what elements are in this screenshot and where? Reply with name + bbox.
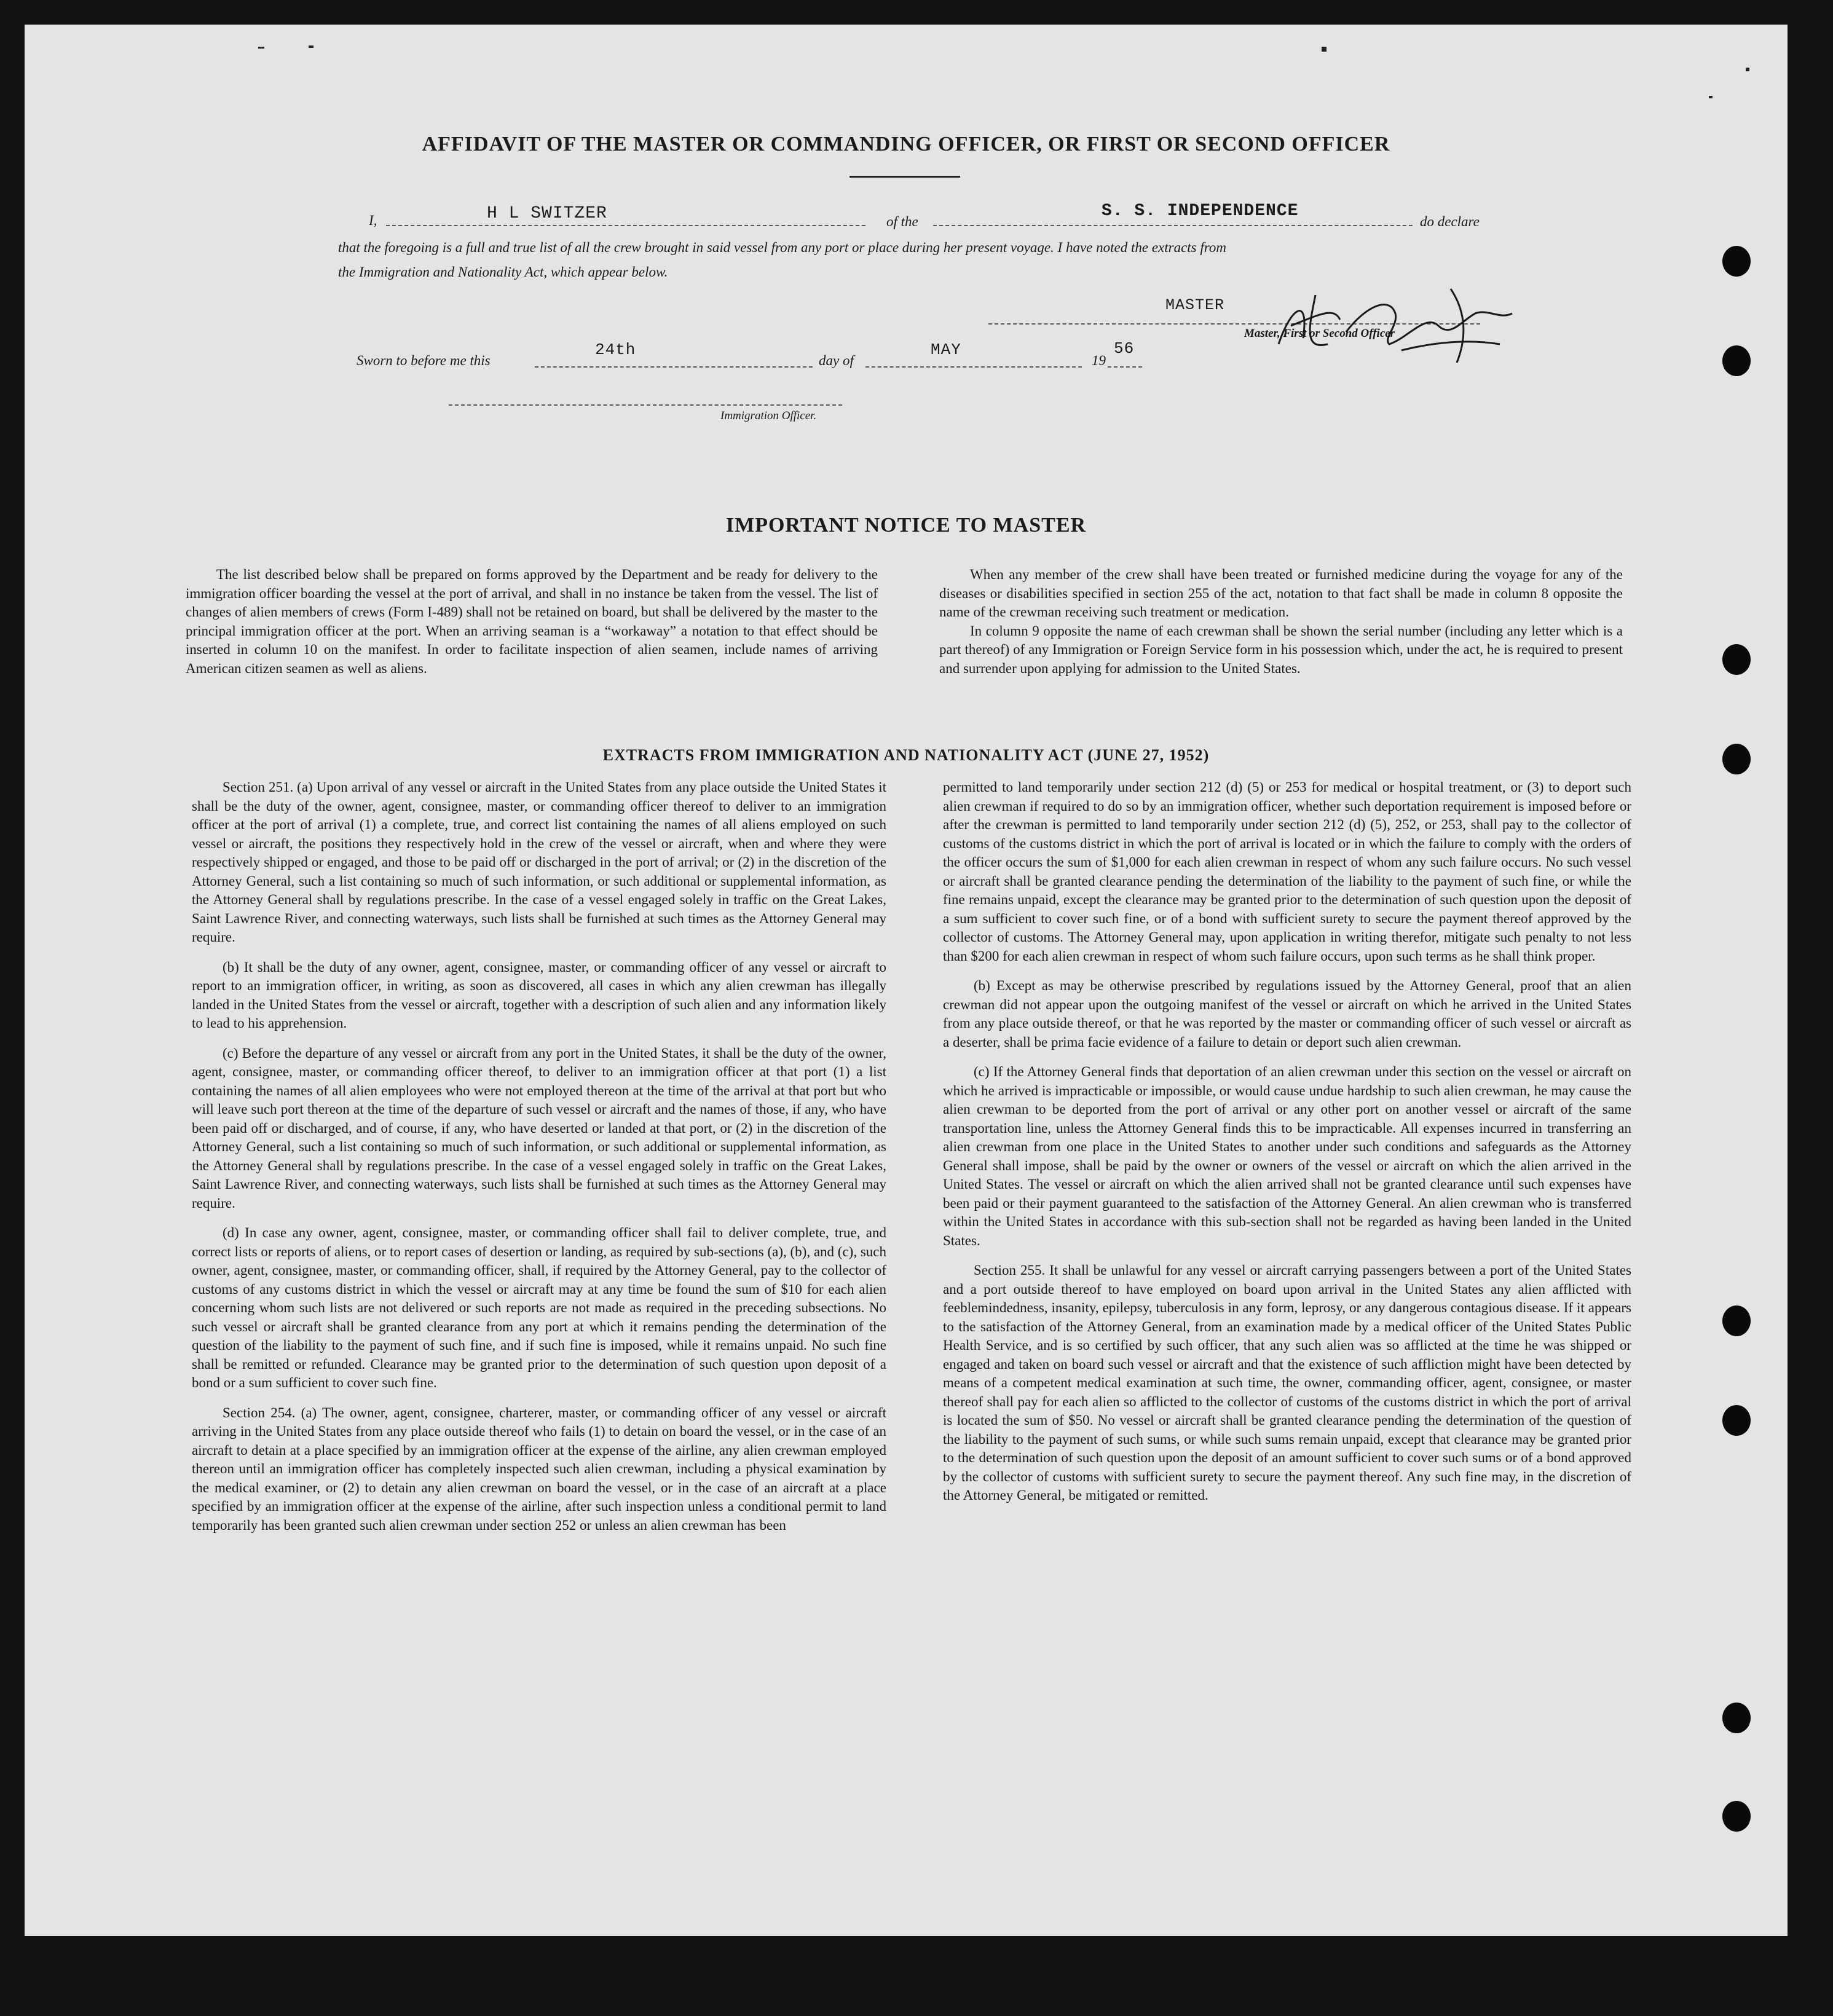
document-page: [25, 25, 1788, 1936]
notice-left-paragraph: The list described below shall be prepared on forms approved by the Department and be ready for delivery to the immigration officer boarding the vessel at the port of arrival, and shall in no instance be taken from the vessel. The list of changes of alien members of crews (Form I-489) shall not be retained on board, but shall be delivered by the master to the principal immigration officer at the port. When an arriving seaman is a “workaway” a notation to that effect should be inserted in column 10 on the manifest. In order to facilitate inspection of alien seamen, include names of arriving American citizen seamen as well as aliens.: [186, 567, 878, 676]
extracts-right-column: [943, 778, 1631, 1516]
scan-speck: [258, 47, 264, 49]
day-field: 24th: [595, 341, 636, 359]
signature-image: [1266, 270, 1537, 369]
notice-right-column: [939, 565, 1623, 689]
section-254-a-continued: permitted to land temporarily under section 212 (d) (5) or 253 for medical or hospital treatment, or (3) to deport such alien crewman if required to do so by an immigration officer, whether such deportation requirement is imposed before or after the crewman is permitted to land temporarily under section 212 (d) (5), 252, or 253, shall pay to the collector of customs of the customs district in which the port of arrival is located or in which the failure to comply with the orders of the officer occurs the sum of $1,000 for each alien crewman in respect of whom any such failure occurs. No such vessel or aircraft shall be granted clearance pending the determination of the liability to the payment of such fine, or while the fine remains unpaid, except the clearance may be granted prior to the determination of such question upon the deposit of a sum sufficient to cover such fine, or of a bond with sufficient surety to secure the payment thereof approved by the collector of customs. The Attorney General may, upon application in writing therefor, mitigate such penalty to not less than $200 for each alien crewman in respect of whom such failure occurs, upon such terms as he shall think proper.: [943, 779, 1631, 964]
immigration-officer-line: [449, 404, 842, 406]
sworn-label: Sworn to before me this: [357, 353, 491, 368]
notice-left-column: [186, 565, 878, 689]
punch-hole: [1722, 1703, 1751, 1733]
master-name-field: H L SWITZER: [487, 204, 607, 223]
section-251-d: (d) In case any owner, agent, consignee, master, or commanding officer shall fail to deliver complete, true, and correct lists or reports of aliens, or to report cases of desertion or landing, as required by sub-sections (a), (b), and (c), such owner, agent, consignee, master, or commanding officer, shall, if required by the Attorney General, pay to the collector of customs of any customs district in which the vessel or aircraft may at any time be found the sum of $10 for each alien concerning whom such lists are not delivered or such reports are not made as required in the preceding subsections. No such vessel or aircraft shall be granted clearance from any port at which it remains pending the determination of the question of the liability to the payment of such fine, and if such fine is imposed, while it remains unpaid. No such fine shall be remitted or refunded. Clearance may be granted prior to the determination of such question upon deposit of a bond or a sum sufficient to cover such fine.: [192, 1225, 886, 1390]
scan-speck: [1709, 96, 1713, 98]
affidavit-title: AFFIDAVIT OF THE MASTER OR COMMANDING OFFICER, OR FIRST OR SECOND OFFICER: [422, 133, 1390, 156]
scan-speck: [309, 45, 313, 48]
notice-right-paragraph-1: When any member of the crew shall have been treated or furnished medicine during the voyage for any of the diseases or disabilities specified in section 255 of the act, notation to that fact shall be made in column 8 opposite the name of the crewman receiving such treatment or medication.: [939, 567, 1623, 620]
punch-hole: [1722, 1305, 1751, 1336]
title-rule: [849, 176, 960, 178]
section-254-a: Section 254. (a) The owner, agent, consignee, charterer, master, or commanding officer of any vessel or aircraft arriving in the United States from any place outside thereof who fails (1) to detain on board the vessel, or in the case of an aircraft to detain at a place specified by an immigration officer at the expense of the airline, any alien crewman employed thereon until an immigration officer has completely inspected such alien crewman, including a physical examination by the medical examiner, or (2) to detain any alien crewman on board the vessel, or in the case of an aircraft at a place specified by an immigration officer at the expense of the airline, after such inspection unless a conditional permit to land temporarily has been granted such alien crewman under section 252 or unless an alien crewman has been: [192, 1404, 886, 1533]
name-line: [386, 225, 865, 226]
year-line: [1108, 366, 1142, 368]
section-255: Section 255. It shall be unlawful for any vessel or aircraft carrying passengers between a port of the United States and a port outside thereof to have employed on board upon arrival in the United States any alien afflicted with feeblemindedness, insanity, epilepsy, tuberculosis in any form, leprosy, or any dangerous contagious disease. If it appears to the satisfaction of the Attorney General, from an examination made by a medical officer of the United States Public Health Service, and is so certified by such officer, that any such alien was so afflicted at the time he was shipped or engaged and taken on board such vessel or aircraft and that the existence of such affliction might have been detected by means of a competent medical examination at such time, the owner, commanding officer, agent, consignee, or master thereof shall pay for each alien so afflicted to the collector of customs of the customs district in which the port of arrival is located the sum of $50. No vessel or aircraft shall be granted clearance pending the determination of the question of the liability to the payment of such sums, or while such sums remain unpaid, except that clearance may be granted prior to the determination of such question upon the deposit of an amount sufficient to cover such sums or of a bond approved by the collector of customs with sufficient surety to secure the payment thereof. Any such fine may, in the discretion of the Attorney General, be mitigated or remitted.: [943, 1262, 1631, 1503]
notice-right-paragraph-2: In column 9 opposite the name of each crewman shall be shown the serial number (including any letter which is a part thereof) of any Immigration or Foreign Service form in his possession which, under the act, he is required to present and surrender upon applying for admission to the United States.: [939, 623, 1623, 676]
punch-hole: [1722, 246, 1751, 277]
section-251-a: Section 251. (a) Upon arrival of any vessel or aircraft in the United States from any place outside the United States it shall be the duty of the owner, agent, consignee, master, or commanding officer thereof to deliver to an immigration officer at the port of arrival (1) a complete, true, and correct list containing the names of all aliens employed on such vessel or aircraft, the positions they respectively hold in the crew of the vessel or aircraft, when and where they were respectively shipped or engaged, and those to be paid off or discharged in the port of arrival; or (2) in the discretion of the Attorney General, such a list containing so much of such information, or such additional or supplemental information, as the Attorney General shall by regulations prescribe. In the case of a vessel engaged solely in traffic on the Great Lakes, Saint Lawrence River, and connecting waterways, such lists shall be furnished at such times as the Attorney General may require.: [192, 779, 886, 945]
section-254-b: (b) Except as may be otherwise prescribed by regulations issued by the Attorney General, proof that an alien crewman did not appear upon the outgoing manifest of the vessel or aircraft on which he arrived in the United States from any place outside thereof, or that he was reported by the master or commanding officer of such vessel or aircraft as a deserter, shall be prima facie evidence of a failure to detain or deport such alien crewman.: [943, 978, 1631, 1050]
month-line: [865, 366, 1082, 368]
i-label: I,: [369, 213, 377, 228]
year-field: 56: [1114, 339, 1135, 358]
rank-caption: Master, First or Second Officer: [1244, 327, 1395, 340]
day-of-label: day of: [819, 353, 854, 368]
month-field: MAY: [931, 341, 961, 359]
section-251-c: (c) Before the departure of any vessel or aircraft from any port in the United States, it shall be the duty of the owner, agent, consignee, master, or commanding officer thereof, to deliver to an immigration officer at that port (1) a list containing the names of all alien employees who were not employed thereon at the time of the arrival at that port but who will leave such port thereon at the time of the departure of such vessel or aircraft and the names of those, if any, who have been paid off or discharged, and of course, if any, who have deserted or landed at that port, or (2) in the discretion of the Attorney General, such a list containing so much of such information, or such additional or supplemental information, as the Attorney General shall by regulations prescribe. In the case of a vessel engaged solely in traffic on the Great Lakes, Saint Lawrence River, and connecting waterways, such lists shall be furnished at such times as the Attorney General may require.: [192, 1045, 886, 1211]
section-251-b: (b) It shall be the duty of any owner, agent, consignee, master, or commanding officer of any vessel or aircraft to report to an immigration officer, in writing, as soon as discovered, all cases in which any alien crewman has illegally landed in the United States from the vessel or aircraft, together with a description of such alien and any information likely to lead to his apprehension.: [192, 959, 886, 1031]
do-declare-label: do declare: [1420, 214, 1480, 229]
punch-hole: [1722, 1801, 1751, 1832]
scan-speck: [1746, 68, 1749, 71]
punch-hole: [1722, 644, 1751, 675]
statement-line-1: that the foregoing is a full and true list of all the crew brought in said vessel from any port or place during her present voyage. I have noted the extracts from: [338, 240, 1226, 255]
punch-hole: [1722, 345, 1751, 376]
scan-speck: [1322, 47, 1326, 52]
day-line: [535, 366, 813, 368]
notice-title: IMPORTANT NOTICE TO MASTER: [725, 514, 1087, 537]
punch-hole: [1722, 1405, 1751, 1436]
extracts-title: EXTRACTS FROM IMMIGRATION AND NATIONALITY ACT (JUNE 27, 1952): [602, 746, 1210, 764]
vessel-line: [933, 225, 1413, 226]
year-prefix: 19: [1092, 353, 1106, 368]
vessel-name-field: S. S. INDEPENDENCE: [1102, 202, 1299, 221]
punch-hole: [1722, 744, 1751, 774]
section-254-c: (c) If the Attorney General finds that deportation of an alien crewman under this section on the vessel or aircraft on which he arrived is impracticable or impossible, or would cause undue hardship to such alien crewman, he may cause the alien crewman to be deported from the port of arrival or any other port on another vessel or aircraft of the same transportation line, unless the Attorney General finds this to be impracticable. All expenses incurred in transferring an alien crewman from one place in the United States to another under such conditions and safeguards as the Attorney General shall impose, shall be paid by the owner or owners of the vessel or aircraft on which the alien arrived in the United States. The vessel or aircraft on which the alien arrived shall not be granted clearance until such expenses have been paid or their payment guaranteed to the satisfaction of the Attorney General. An alien crewman who is transferred within the United States in accordance with this sub-section shall not be regarded as having been landed in the United States.: [943, 1064, 1631, 1248]
statement-line-2: the Immigration and Nationality Act, which appear below.: [338, 264, 668, 280]
rank-field: MASTER: [1165, 296, 1225, 314]
immigration-officer-caption: Immigration Officer.: [720, 409, 817, 422]
extracts-left-column: [192, 778, 886, 1546]
of-the-label: of the: [886, 214, 918, 229]
